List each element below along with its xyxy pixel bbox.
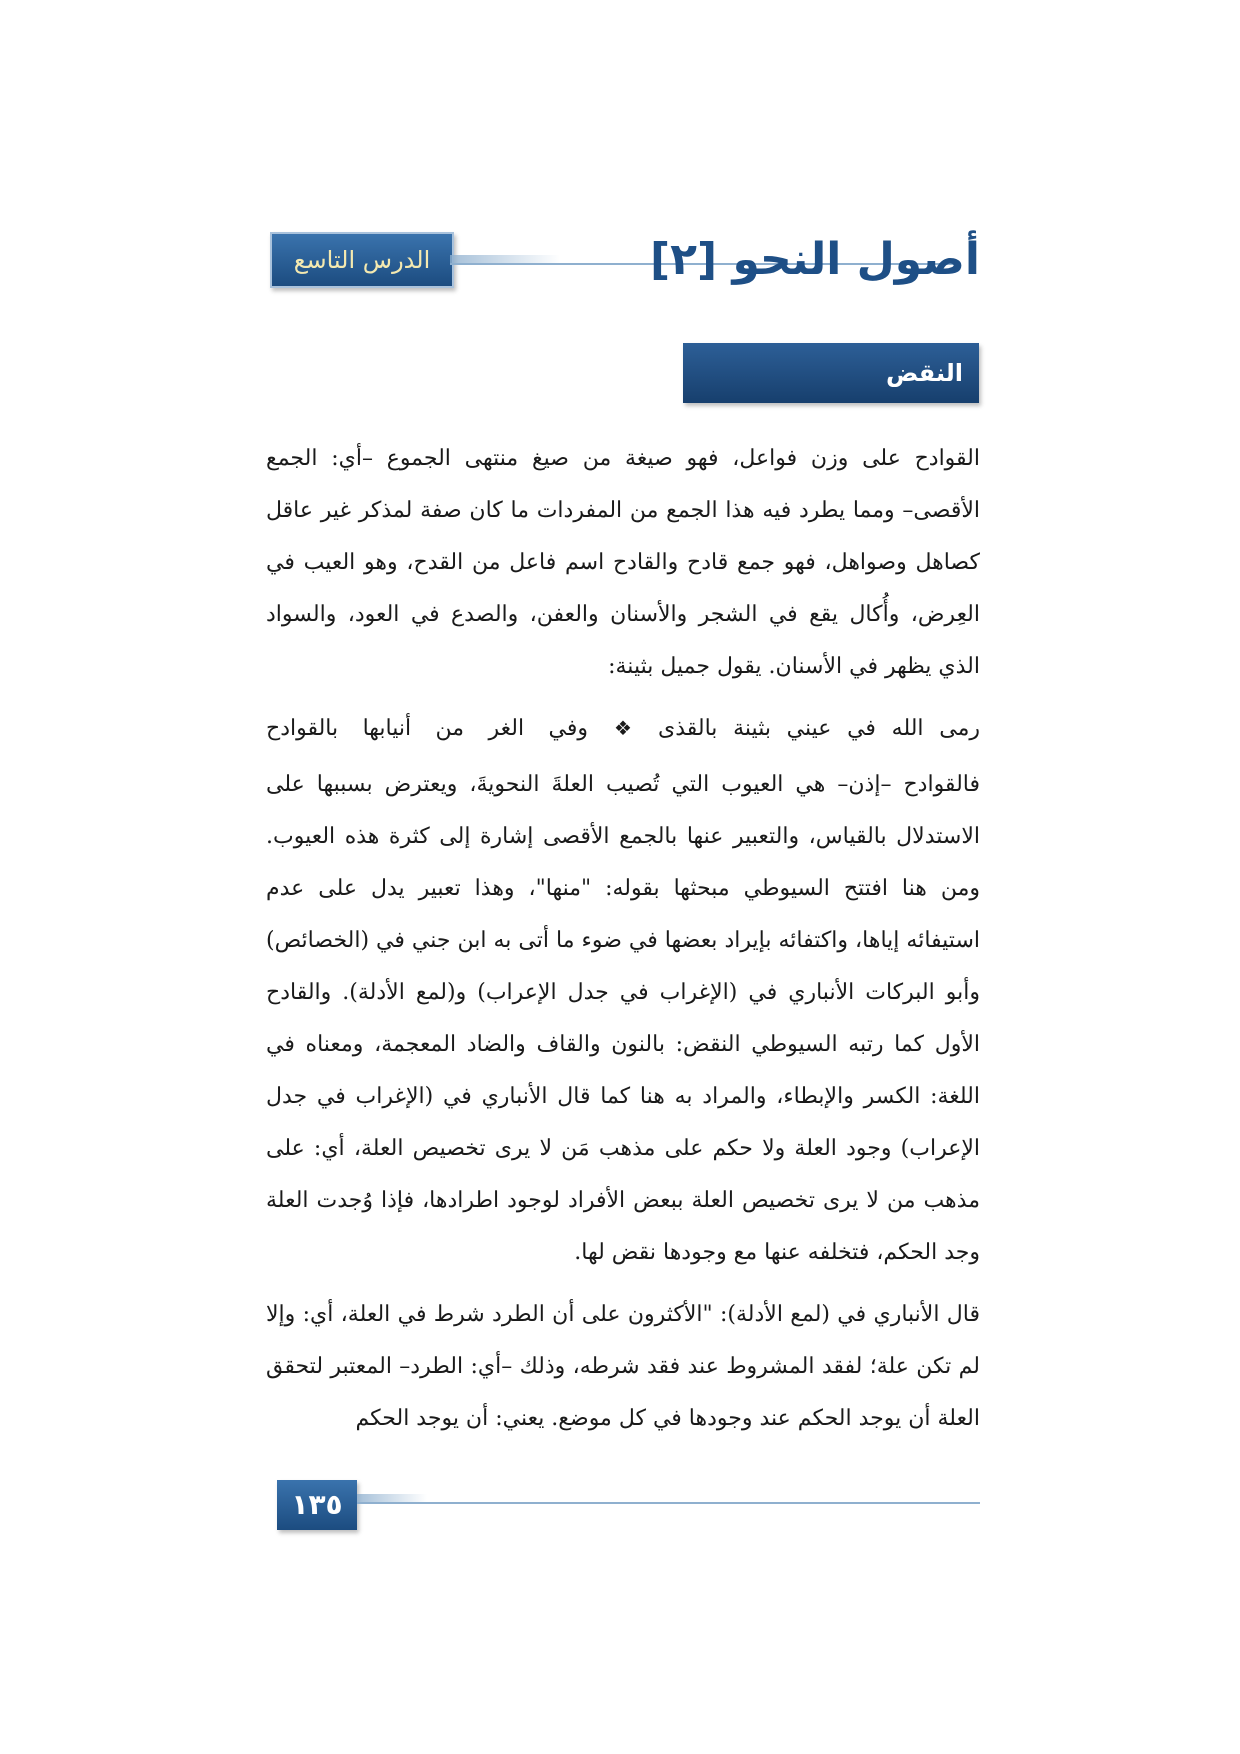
page-footer [277,1480,980,1532]
section-title: النقض [683,343,979,403]
page-header [270,228,980,292]
verse-first-hemistich: رمى الله في عيني بثينة بالقذى [658,715,980,741]
chapter-title: أصول النحو [٢] [650,234,980,285]
paragraph-3: قال الأنباري في (لمع الأدلة): "الأكثرون على أن الطرد شرط في العلة، أي: وإلا لم تكن علة؛ لفقد المشروط عند فقد شرطه، وذلك –أي: الطرد– المعتبر لتحقق العلة أن يوجد الحكم عند وجودها في كل موضع. يعني: أن يوجد الحكم [266,1302,980,1431]
poetry-verse [266,697,980,759]
lesson-badge: الدرس التاسع [270,232,454,288]
verse-second-hemistich: وفي الغر من أنيابها بالقوادح [266,715,588,741]
page-number: ١٣٥ [277,1480,357,1530]
paragraph-2: فالقوادح –إذن– هي العيوب التي تُصيب العلةَ النحويةَ، ويعترض بسببها على الاستدلال بالقياس، والتعبير عنها بالجمع الأقصى إشارة إلى كثرة هذه العيوب. ومن هنا افتتح السيوطي مبحثها بقوله: "منها"، وهذا تعبير يدل على عدم استيفائه إياها، واكتفائه بإيراد بعضها في ضوء ما أتى به ابن جني في (الخصائص) وأبو البركات الأنباري في (الإغراب في جدل الإعراب) و(لمع الأدلة). والقادح الأول كما رتبه السيوطي النقض: بالنون والقاف والضاد المعجمة، ومعناه في اللغة: الكسر والإبطاء، والمراد به هنا كما قال الأنباري في (الإغراب في جدل الإعراب) وجود العلة ولا حكم على مذهب مَن لا يرى تخصيص العلة، أي: على مذهب من لا يرى تخصيص العلة ببعض الأفراد لوجود اطرادها، فإذا وُجدت العلة وجد الحكم، فتخلفه عنها مع وجودها نقض لها. [266,772,980,1265]
footer-rule [357,1502,980,1504]
body-text [266,433,980,1445]
paragraph-1: القوادح على وزن فواعل، فهو صيغة من صيغ منتهى الجموع –أي: الجمع الأقصى– ومما يطرد فيه هذا الجمع من المفردات ما كان صفة لمذكر غير عاقل كصاهل وصواهل، فهو جمع قادح والقادح اسم فاعل من القدح، وهو العيب في العِرض، وأُكال يقع في الشجر والأسنان والعفن، والصدع في العود، والسواد الذي يظهر في الأسنان. يقول جميل بثينة: [266,446,981,679]
verse-separator-icon: ❖ [614,716,632,740]
